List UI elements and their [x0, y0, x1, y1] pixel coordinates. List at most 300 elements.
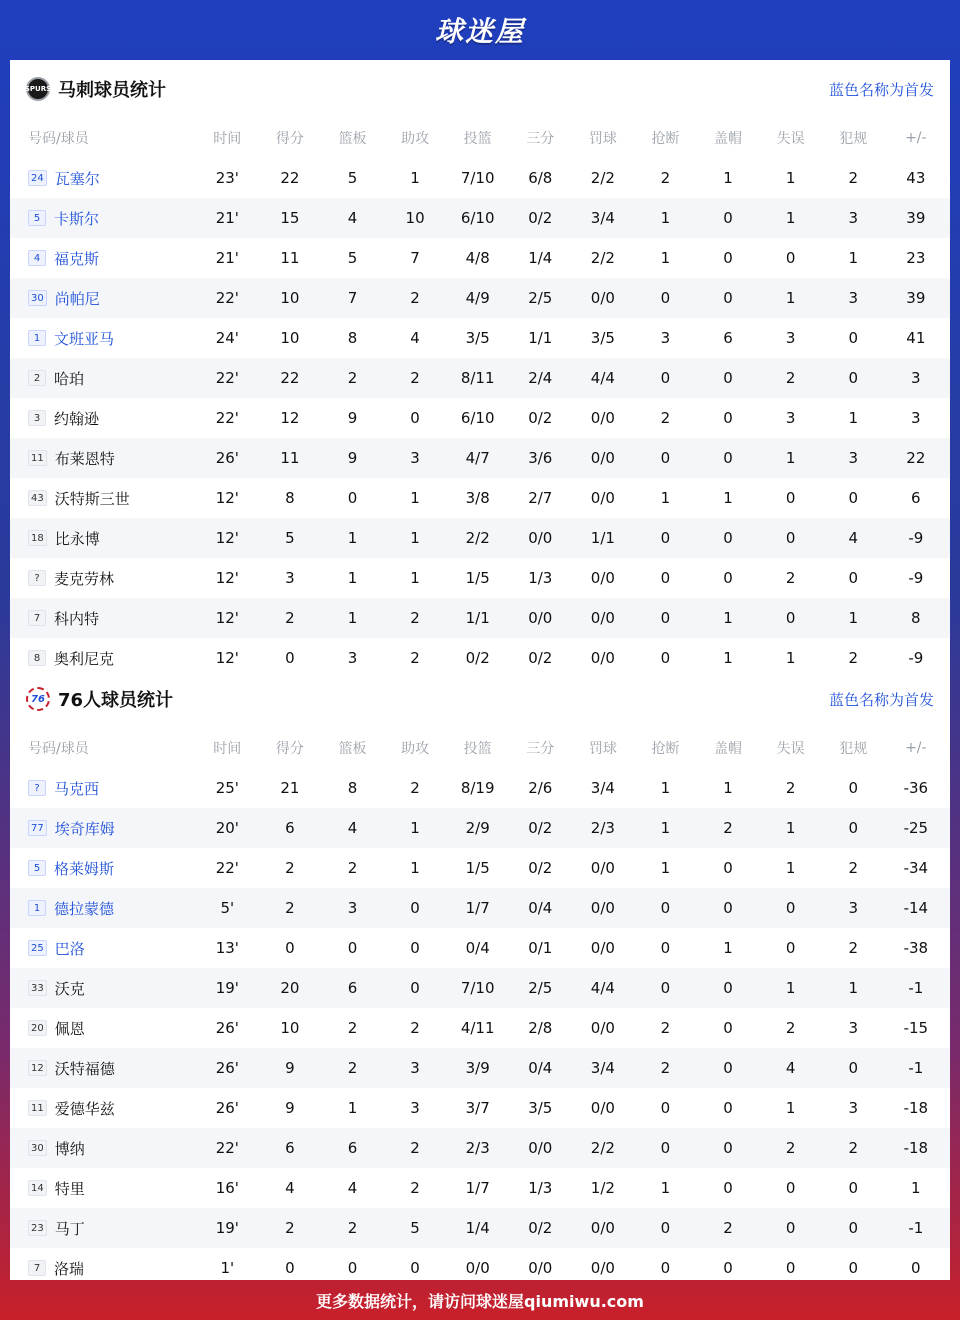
- stat-cell: 1/4: [528, 249, 553, 267]
- table-row[interactable]: [10, 1208, 950, 1248]
- player-cell: [10, 208, 196, 229]
- player-name-link[interactable]: 埃奇库姆: [54, 819, 115, 838]
- player-cell: [10, 1138, 196, 1159]
- table-row[interactable]: [10, 968, 950, 1008]
- stat-cell: 2: [660, 409, 671, 427]
- stat-cell: 0/0: [590, 1259, 615, 1277]
- table-row[interactable]: [10, 1048, 950, 1088]
- stat-cell: 0: [785, 1179, 796, 1197]
- player-name-link[interactable]: 巴洛: [54, 939, 85, 958]
- player-name-link[interactable]: 瓦塞尔: [54, 169, 100, 188]
- stat-cell: 4: [410, 329, 420, 347]
- stat-cell: 19': [215, 1219, 239, 1237]
- player-name-link[interactable]: 比永博: [54, 529, 100, 548]
- stat-cell: 3: [785, 329, 796, 347]
- stat-cell: 1: [660, 1179, 671, 1197]
- stat-cell: 1: [785, 1099, 796, 1117]
- stat-cell: 0: [723, 529, 733, 547]
- column-header[interactable]: 失误: [776, 741, 805, 757]
- section-title-text: 76人球员统计: [58, 690, 174, 711]
- stat-cell: 26': [215, 449, 239, 467]
- stat-cell: 0: [723, 979, 733, 997]
- stat-cell: 10: [280, 289, 300, 307]
- stat-cell: 6/10: [460, 209, 495, 227]
- column-header[interactable]: +/-: [905, 130, 927, 146]
- table-row[interactable]: [10, 808, 950, 848]
- jersey-number-badge: 25: [28, 940, 47, 956]
- stat-cell: 7/10: [460, 169, 495, 187]
- stat-cell: 12': [215, 649, 239, 667]
- stat-cell: 8/11: [460, 369, 495, 387]
- stat-cell: 2/4: [528, 369, 553, 387]
- stat-cell: 1: [410, 569, 420, 587]
- stat-cell: 2/6: [528, 779, 553, 797]
- table-row[interactable]: [10, 398, 950, 438]
- stat-cell: 12': [215, 609, 239, 627]
- stat-cell: 2: [785, 369, 796, 387]
- stat-cell: 20: [280, 979, 300, 997]
- player-cell: [10, 168, 196, 189]
- stat-cell: 1/5: [465, 859, 490, 877]
- player-name-link[interactable]: 马丁: [54, 1219, 85, 1238]
- stat-cell: 1: [785, 649, 796, 667]
- table-row[interactable]: [10, 848, 950, 888]
- jersey-number-badge: 7: [28, 1260, 46, 1276]
- stat-cell: 3/7: [465, 1099, 490, 1117]
- stat-cell: 0/0: [590, 289, 615, 307]
- stat-cell: 0: [723, 249, 733, 267]
- table-row[interactable]: [10, 518, 950, 558]
- stat-cell: 0: [660, 449, 671, 467]
- column-header[interactable]: 盖帽: [714, 131, 743, 147]
- table-row[interactable]: [10, 1168, 950, 1208]
- stat-cell: 3: [347, 899, 358, 917]
- stat-cell: 8: [285, 489, 295, 507]
- stat-cell: 1: [660, 819, 671, 837]
- stat-cell: 4/11: [460, 1019, 495, 1037]
- stat-cell: 0: [848, 569, 858, 587]
- player-name-link[interactable]: 佩恩: [54, 1019, 85, 1038]
- stat-cell: 0/0: [528, 1139, 553, 1157]
- jersey-number-badge: ?: [28, 780, 46, 796]
- stat-cell: 9: [347, 449, 358, 467]
- stat-cell: -1: [908, 979, 924, 997]
- player-name-link[interactable]: 博纳: [54, 1139, 85, 1158]
- stat-cell: -9: [908, 569, 924, 587]
- stat-cell: 0: [785, 609, 796, 627]
- stat-cell: 0/0: [590, 569, 615, 587]
- stat-cell: 1/5: [465, 569, 490, 587]
- table-row[interactable]: [10, 438, 950, 478]
- stat-cell: 0: [723, 449, 733, 467]
- stat-cell: 0/2: [528, 409, 553, 427]
- column-header[interactable]: 得分: [275, 131, 304, 147]
- jersey-number-badge: 5: [28, 210, 46, 226]
- stat-cell: 3: [285, 569, 295, 587]
- stat-cell: 0: [723, 1059, 733, 1077]
- stat-cell: 6/8: [528, 169, 553, 187]
- player-cell: [10, 1098, 196, 1119]
- stat-cell: 2: [410, 649, 420, 667]
- column-header[interactable]: 抢断: [651, 131, 680, 147]
- stat-cell: 0: [848, 819, 858, 837]
- table-row[interactable]: [10, 768, 950, 808]
- stat-cell: -14: [903, 899, 929, 917]
- jersey-number-badge: 8: [28, 650, 46, 666]
- stat-cell: 12': [215, 489, 239, 507]
- stat-cell: -25: [903, 819, 929, 837]
- stat-cell: 22': [215, 289, 239, 307]
- table-row[interactable]: [10, 198, 950, 238]
- table-row[interactable]: [10, 478, 950, 518]
- stat-cell: 0: [347, 1259, 358, 1277]
- stat-cell: -18: [903, 1139, 929, 1157]
- stat-cell: 8: [347, 329, 358, 347]
- stat-cell: 1: [410, 169, 420, 187]
- stat-cell: 1: [660, 209, 671, 227]
- player-cell: [10, 1178, 196, 1199]
- stat-cell: 0/4: [465, 939, 490, 957]
- stat-cell: 25': [215, 779, 239, 797]
- stat-cell: -1: [908, 1219, 924, 1237]
- column-header[interactable]: 投篮: [463, 741, 492, 757]
- stat-cell: 0: [785, 1259, 796, 1277]
- stat-cell: 0: [723, 899, 733, 917]
- jersey-number-badge: 24: [28, 170, 47, 186]
- stat-cell: 0: [848, 489, 858, 507]
- stat-cell: 7: [347, 289, 358, 307]
- stat-cell: 1: [723, 169, 733, 187]
- stat-cell: 2: [723, 819, 733, 837]
- stat-cell: 0: [785, 939, 796, 957]
- stat-cell: 1: [848, 979, 858, 997]
- footer-text[interactable]: 更多数据统计，请访问球迷屋qiumiwu.com: [316, 1291, 644, 1311]
- stat-cell: 2: [410, 1179, 420, 1197]
- column-header[interactable]: 助攻: [401, 131, 430, 147]
- column-header[interactable]: 助攻: [401, 741, 430, 757]
- stat-cell: 26': [215, 1099, 239, 1117]
- stat-cell: 0: [723, 1179, 733, 1197]
- player-cell: [10, 778, 196, 799]
- stat-cell: 4: [347, 209, 358, 227]
- column-header[interactable]: 罚球: [588, 131, 617, 147]
- stat-cell: 1/1: [528, 329, 553, 347]
- player-name-link[interactable]: 奥利尼克: [54, 649, 115, 668]
- stats-card: [10, 60, 950, 1280]
- stat-cell: 4: [285, 1179, 295, 1197]
- column-header-row: [10, 728, 950, 768]
- jersey-number-badge: 3: [28, 410, 46, 426]
- stat-cell: 4/7: [465, 449, 490, 467]
- stat-cell: 0: [848, 329, 858, 347]
- player-name-link[interactable]: 尚帕尼: [54, 289, 100, 308]
- stat-cell: 1: [660, 489, 671, 507]
- stat-cell: 0/0: [590, 899, 615, 917]
- stat-cell: 10: [280, 1019, 300, 1037]
- jersey-number-badge: 1: [28, 330, 46, 346]
- stat-cell: 7: [410, 249, 420, 267]
- player-cell: [10, 328, 196, 349]
- table-row[interactable]: [10, 158, 950, 198]
- player-cell: [10, 568, 196, 589]
- player-name-link[interactable]: 沃特斯三世: [54, 489, 130, 508]
- stat-cell: 6/10: [460, 409, 495, 427]
- stat-cell: 0/0: [590, 609, 615, 627]
- stat-cell: 3: [848, 449, 858, 467]
- stat-cell: 4: [848, 529, 858, 547]
- stat-cell: 0: [660, 979, 671, 997]
- stat-cell: 22: [280, 169, 300, 187]
- stat-cell: 0/2: [528, 819, 553, 837]
- stat-cell: 0: [285, 939, 295, 957]
- column-header[interactable]: 篮板: [338, 741, 367, 757]
- jersey-number-badge: 43: [28, 490, 47, 506]
- stat-cell: 1: [785, 819, 796, 837]
- player-cell: [10, 448, 196, 469]
- stat-cell: 1: [660, 859, 671, 877]
- stat-cell: 1: [347, 569, 358, 587]
- column-header[interactable]: 号码/球员: [28, 741, 89, 757]
- stat-cell: 2/2: [590, 1139, 615, 1157]
- stat-cell: -9: [908, 649, 924, 667]
- stat-cell: 3: [410, 1099, 420, 1117]
- stat-cell: 1/3: [528, 1179, 553, 1197]
- stat-cell: 0/4: [528, 1059, 553, 1077]
- footer-banner[interactable]: [0, 1280, 960, 1320]
- stat-cell: 0: [723, 1019, 733, 1037]
- stat-cell: 7/10: [460, 979, 495, 997]
- jersey-number-badge: ?: [28, 570, 46, 586]
- stat-cell: 24': [215, 329, 239, 347]
- stat-cell: 3: [848, 899, 858, 917]
- stat-cell: 4/9: [465, 289, 490, 307]
- stat-cell: 0/4: [528, 899, 553, 917]
- player-name-link[interactable]: 格莱姆斯: [54, 859, 115, 878]
- table-row[interactable]: [10, 238, 950, 278]
- team-section-1: [10, 670, 950, 1280]
- stat-cell: 2/7: [528, 489, 553, 507]
- player-name-link[interactable]: 沃特福德: [54, 1059, 115, 1078]
- stat-cell: 0: [410, 899, 420, 917]
- player-name-link[interactable]: 约翰逊: [54, 409, 100, 428]
- stat-cell: 0: [410, 939, 420, 957]
- stat-cell: 3/8: [465, 489, 490, 507]
- stat-cell: 0: [660, 529, 671, 547]
- stat-cell: 4: [785, 1059, 796, 1077]
- stat-cell: 0: [660, 609, 671, 627]
- stat-cell: 4/4: [590, 979, 615, 997]
- stat-cell: 0: [660, 569, 671, 587]
- stat-cell: 2: [347, 859, 358, 877]
- player-name-link[interactable]: 洛瑞: [54, 1259, 85, 1278]
- jersey-number-badge: 77: [28, 820, 47, 836]
- stat-cell: 0: [785, 489, 796, 507]
- player-name-link[interactable]: 马克西: [54, 779, 100, 798]
- stat-cell: -34: [903, 859, 929, 877]
- player-name-link[interactable]: 麦克劳林: [54, 569, 115, 588]
- stat-cell: 2: [660, 1019, 671, 1037]
- table-row[interactable]: [10, 1088, 950, 1128]
- player-cell: [10, 1058, 196, 1079]
- stat-cell: -18: [903, 1099, 929, 1117]
- stat-cell: 0: [410, 409, 420, 427]
- table-row[interactable]: [10, 558, 950, 598]
- stat-cell: 3: [347, 649, 358, 667]
- stat-cell: 2: [347, 369, 358, 387]
- stat-cell: 0/2: [528, 859, 553, 877]
- stat-cell: 1': [220, 1259, 235, 1277]
- section-title: [26, 686, 173, 712]
- stat-cell: 2: [785, 1019, 796, 1037]
- stat-cell: 0/0: [590, 939, 615, 957]
- stat-cell: 0/0: [528, 609, 553, 627]
- stat-cell: 2: [285, 609, 295, 627]
- jersey-number-badge: 1: [28, 900, 46, 916]
- player-cell: [10, 368, 196, 389]
- stat-cell: -36: [903, 779, 929, 797]
- column-header[interactable]: 号码/球员: [28, 131, 89, 147]
- column-header[interactable]: 三分: [526, 131, 555, 147]
- stat-cell: 6: [285, 1139, 295, 1157]
- stat-cell: 0/2: [528, 649, 553, 667]
- player-name-link[interactable]: 福克斯: [54, 249, 100, 268]
- player-name-link[interactable]: 德拉蒙德: [54, 899, 115, 918]
- player-name-link[interactable]: 爱德华兹: [54, 1099, 115, 1118]
- stat-cell: 4: [347, 1179, 358, 1197]
- stat-cell: 0: [848, 1059, 858, 1077]
- column-header[interactable]: 篮板: [338, 131, 367, 147]
- stat-cell: 1: [848, 609, 858, 627]
- table-row[interactable]: [10, 928, 950, 968]
- jersey-number-badge: 11: [28, 1100, 47, 1116]
- stat-cell: 1: [911, 1179, 921, 1197]
- stat-cell: 2: [410, 1139, 420, 1157]
- stat-cell: 0: [785, 1219, 796, 1237]
- stat-cell: 1/7: [465, 899, 490, 917]
- stat-cell: 0: [660, 1219, 671, 1237]
- stat-cell: 6: [347, 1139, 358, 1157]
- stat-cell: 1: [785, 859, 796, 877]
- jersey-number-badge: 4: [28, 250, 46, 266]
- player-cell: [10, 528, 196, 549]
- stat-cell: 2: [347, 1019, 358, 1037]
- column-header[interactable]: 得分: [275, 741, 304, 757]
- starter-legend: 蓝色名称为首发: [828, 80, 934, 99]
- stat-cell: 0: [347, 489, 358, 507]
- stat-cell: 0/2: [528, 209, 553, 227]
- column-header[interactable]: 失误: [776, 131, 805, 147]
- stat-cell: 1/4: [465, 1219, 490, 1237]
- stat-cell: 15: [280, 209, 300, 227]
- player-cell: [10, 978, 196, 999]
- stat-cell: 0: [723, 859, 733, 877]
- stat-cell: 8: [911, 609, 921, 627]
- stat-cell: 6: [347, 979, 358, 997]
- stat-cell: 2: [848, 859, 858, 877]
- column-header[interactable]: 时间: [213, 131, 242, 147]
- stat-cell: 8/19: [460, 779, 495, 797]
- stat-cell: 11: [280, 449, 300, 467]
- stat-cell: 0: [410, 979, 420, 997]
- table-row[interactable]: [10, 278, 950, 318]
- column-header[interactable]: 三分: [526, 741, 555, 757]
- stat-cell: 4: [347, 819, 358, 837]
- stat-cell: 3: [785, 409, 796, 427]
- stat-cell: 12': [215, 569, 239, 587]
- stat-cell: 2: [347, 1219, 358, 1237]
- column-header[interactable]: 罚球: [588, 741, 617, 757]
- stat-cell: 1: [785, 449, 796, 467]
- table-row[interactable]: [10, 1008, 950, 1048]
- stat-cell: 0: [723, 1139, 733, 1157]
- stat-cell: 3: [848, 1019, 858, 1037]
- stat-cell: 1: [785, 209, 796, 227]
- player-name-link[interactable]: 特里: [54, 1179, 85, 1198]
- column-header[interactable]: 抢断: [651, 741, 680, 757]
- stat-cell: 10: [280, 329, 300, 347]
- column-header[interactable]: 犯规: [839, 131, 868, 147]
- stat-cell: 3/4: [590, 779, 615, 797]
- stat-cell: 22: [280, 369, 300, 387]
- table-row[interactable]: [10, 1128, 950, 1168]
- player-name-link[interactable]: 沃克: [54, 979, 85, 998]
- stat-cell: 5: [410, 1219, 420, 1237]
- stat-cell: 3/5: [528, 1099, 553, 1117]
- stat-cell: 1/1: [590, 529, 615, 547]
- stat-cell: 0: [285, 1259, 295, 1277]
- table-row[interactable]: [10, 598, 950, 638]
- column-header[interactable]: 盖帽: [714, 741, 743, 757]
- table-row[interactable]: [10, 358, 950, 398]
- stat-cell: 3/4: [590, 1059, 615, 1077]
- stat-cell: 0: [347, 939, 358, 957]
- column-header[interactable]: 投篮: [463, 131, 492, 147]
- player-name-link[interactable]: 哈珀: [54, 369, 85, 388]
- section-header: [10, 60, 950, 118]
- stat-cell: 0: [911, 1259, 921, 1277]
- table-row[interactable]: [10, 888, 950, 928]
- stat-cell: 2: [285, 859, 295, 877]
- stat-cell: 4/8: [465, 249, 490, 267]
- stat-cell: 19': [215, 979, 239, 997]
- jersey-number-badge: 33: [28, 980, 47, 996]
- stat-cell: 1: [785, 169, 796, 187]
- jersey-number-badge: 20: [28, 1020, 47, 1036]
- stat-cell: 1: [848, 409, 858, 427]
- stat-cell: 1: [723, 939, 733, 957]
- stat-cell: 0/0: [465, 1259, 490, 1277]
- stat-cell: 0: [723, 1099, 733, 1117]
- stat-cell: 3: [848, 1099, 858, 1117]
- table-row[interactable]: [10, 1248, 950, 1280]
- column-header[interactable]: 时间: [213, 741, 242, 757]
- stat-cell: -15: [903, 1019, 929, 1037]
- player-name-link[interactable]: 布莱恩特: [54, 449, 115, 468]
- jersey-number-badge: 7: [28, 610, 46, 626]
- column-header[interactable]: 犯规: [839, 741, 868, 757]
- stat-cell: 0/0: [528, 1259, 553, 1277]
- player-name-link[interactable]: 科内特: [54, 609, 100, 628]
- player-cell: [10, 1018, 196, 1039]
- player-name-link[interactable]: 卡斯尔: [54, 209, 100, 228]
- stat-cell: 22': [215, 409, 239, 427]
- stat-cell: 0: [785, 529, 796, 547]
- stat-cell: 3/9: [465, 1059, 490, 1077]
- column-header[interactable]: +/-: [905, 740, 927, 756]
- stat-cell: 0: [660, 939, 671, 957]
- table-row[interactable]: [10, 318, 950, 358]
- player-name-link[interactable]: 文班亚马: [54, 329, 115, 348]
